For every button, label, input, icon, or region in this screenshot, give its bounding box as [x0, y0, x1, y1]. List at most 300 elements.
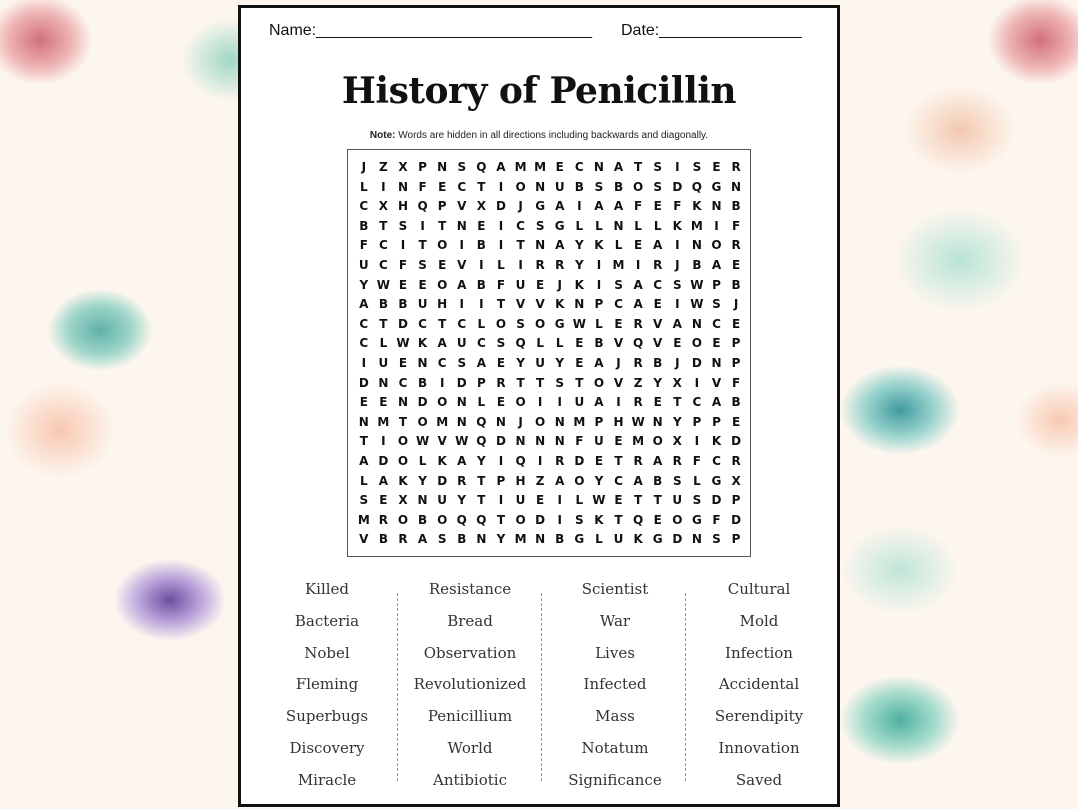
grid-letter: W — [415, 434, 430, 449]
grid-letter: K — [594, 512, 604, 527]
grid-letter: D — [495, 199, 506, 214]
word-list-item: Lives — [595, 643, 635, 662]
grid-letter: S — [575, 512, 584, 527]
grid-letter: A — [555, 473, 565, 488]
grid-letter: B — [653, 473, 663, 488]
grid-letter: M — [690, 218, 703, 233]
grid-letter: G — [652, 532, 663, 547]
word-list-item: Innovation — [718, 738, 800, 757]
grid-letter: N — [691, 316, 702, 331]
grid-letter: Z — [535, 473, 545, 488]
grid-letter: J — [518, 199, 523, 214]
grid-letter: E — [653, 395, 662, 410]
grid-letter: Y — [359, 277, 369, 292]
word-list-item: Notatum — [581, 738, 649, 757]
word-list-column — [257, 578, 397, 801]
grid-letter: P — [731, 532, 741, 547]
grid-letter: N — [711, 199, 722, 214]
grid-letter: H — [437, 297, 448, 312]
grid-letter: Q — [633, 336, 644, 351]
grid-letter: W — [631, 414, 645, 429]
grid-letter: O — [633, 179, 644, 194]
grid-row — [354, 413, 746, 433]
grid-letter: O — [397, 512, 409, 527]
grid-letter: P — [731, 356, 741, 370]
grid-letter: I — [381, 434, 386, 449]
grid-letter: Y — [477, 454, 486, 468]
grid-letter: C — [457, 179, 467, 194]
grid-letter: P — [437, 199, 447, 214]
grid-letter: X — [731, 473, 741, 488]
grid-letter: C — [378, 238, 388, 253]
grid-letter: M — [612, 258, 625, 272]
grid-letter: H — [397, 199, 408, 214]
grid-letter: N — [535, 532, 546, 547]
grid-letter: T — [516, 238, 525, 253]
grid-letter: W — [690, 297, 704, 312]
grid-letter: V — [613, 375, 624, 390]
grid-letter: Y — [574, 238, 584, 253]
grid-letter: N — [456, 414, 467, 429]
grid-letter: Y — [594, 473, 604, 488]
grid-letter: F — [692, 454, 701, 468]
word-list-item: Revolutionized — [413, 675, 527, 694]
grid-letter: R — [555, 454, 565, 468]
grid-letter: B — [476, 238, 486, 253]
grid-letter: I — [675, 238, 680, 253]
instructions-note — [241, 130, 837, 141]
grid-letter: L — [693, 473, 701, 488]
word-search-grid — [347, 149, 751, 557]
grid-letter: U — [515, 493, 526, 508]
grid-letter: S — [712, 297, 721, 312]
grid-letter: L — [634, 218, 642, 233]
grid-letter: M — [632, 434, 645, 449]
date-field-label: Date:________________ — [621, 22, 802, 39]
grid-letter: C — [614, 297, 623, 312]
grid-letter: P — [594, 297, 604, 312]
grid-letter: S — [437, 532, 447, 547]
grid-letter: T — [496, 512, 506, 527]
grid-letter: N — [476, 532, 487, 547]
grid-letter: P — [476, 375, 486, 390]
grid-letter: D — [358, 375, 369, 390]
grid-letter: E — [438, 258, 447, 272]
grid-letter: A — [633, 277, 643, 292]
grid-letter: P — [731, 493, 741, 508]
grid-letter: Y — [653, 375, 663, 390]
grid-letter: J — [616, 356, 621, 370]
grid-letter: R — [555, 258, 565, 272]
grid-letter: L — [575, 218, 584, 233]
grid-letter: B — [613, 179, 624, 194]
grid-letter: Q — [417, 199, 428, 214]
grid-letter: I — [596, 277, 602, 292]
grid-letter: K — [633, 532, 643, 547]
grid-letter: E — [653, 297, 662, 312]
grid-letter: L — [477, 395, 486, 410]
grid-letter: V — [653, 336, 663, 351]
grid-letter: J — [518, 414, 523, 429]
grid-letter: R — [731, 454, 741, 468]
grid-letter: N — [554, 434, 565, 449]
grid-letter: F — [731, 375, 741, 390]
name-field-label: Name:_______________________________ — [269, 22, 592, 39]
grid-letter: I — [498, 454, 504, 468]
grid-letter: V — [457, 199, 467, 214]
grid-letter: I — [498, 493, 504, 508]
grid-letter: E — [712, 336, 721, 351]
grid-letter: O — [691, 336, 702, 351]
grid-letter: D — [691, 356, 702, 370]
grid-letter: C — [359, 336, 369, 351]
grid-letter: G — [554, 316, 565, 331]
grid-letter: O — [397, 434, 409, 449]
grid-letter: N — [515, 434, 526, 449]
grid-letter: Y — [496, 532, 506, 547]
word-list-item: Miracle — [297, 770, 357, 789]
grid-letter: R — [457, 473, 467, 488]
grid-letter: C — [712, 316, 721, 331]
grid-letter: B — [378, 297, 388, 312]
grid-letter: O — [495, 316, 507, 331]
grid-letter: B — [555, 532, 565, 547]
grid-letter: T — [614, 454, 623, 468]
grid-letter: G — [554, 218, 565, 233]
grid-letter: E — [731, 316, 741, 331]
grid-letter: T — [536, 375, 545, 390]
grid-letter: Y — [672, 414, 682, 429]
grid-letter: O — [437, 395, 448, 410]
word-list-item: Observation — [423, 643, 517, 662]
grid-letter: S — [672, 473, 682, 488]
word-list-column — [545, 578, 685, 801]
grid-letter: A — [594, 199, 604, 214]
grid-letter: U — [515, 277, 526, 292]
grid-letter: X — [672, 375, 682, 390]
grid-letter: L — [536, 336, 544, 351]
grid-letter: I — [381, 179, 386, 194]
grid-letter: S — [594, 179, 604, 194]
grid-letter: D — [731, 512, 742, 527]
grid-letter: C — [476, 336, 486, 351]
grid-letter: I — [459, 297, 464, 312]
grid-letter: E — [438, 179, 447, 194]
grid-letter: J — [361, 160, 367, 174]
grid-letter: M — [436, 414, 449, 429]
grid-letter: I — [557, 512, 562, 527]
grid-letter: A — [378, 473, 389, 488]
grid-letter: O — [535, 316, 546, 331]
grid-letter: N — [691, 532, 702, 547]
grid-letter: A — [711, 395, 722, 410]
grid-letter: Z — [633, 375, 643, 390]
grid-letter: M — [357, 512, 370, 527]
grid-letter: P — [731, 336, 741, 351]
grid-letter: A — [417, 532, 428, 547]
grid-letter: S — [457, 356, 467, 370]
grid-letter: A — [613, 199, 624, 214]
column-divider — [685, 593, 686, 781]
column-divider — [541, 593, 542, 781]
grid-letter: S — [457, 160, 467, 174]
grid-letter: V — [437, 434, 447, 449]
grid-letter: E — [418, 277, 427, 292]
grid-letter: I — [694, 434, 700, 449]
grid-letter: P — [594, 414, 604, 429]
grid-letter: D — [672, 179, 683, 194]
grid-letter: S — [535, 218, 545, 233]
grid-letter: F — [673, 199, 682, 214]
grid-letter: A — [613, 160, 624, 174]
grid-letter: T — [438, 218, 447, 233]
grid-letter: R — [496, 375, 506, 390]
grid-letter: L — [379, 336, 388, 351]
grid-letter: B — [731, 277, 741, 292]
grid-letter: U — [358, 258, 369, 272]
grid-letter: N — [456, 218, 467, 233]
grid-letter: E — [634, 238, 643, 253]
grid-letter: T — [634, 160, 643, 174]
grid-letter: E — [614, 434, 623, 449]
grid-letter: P — [712, 414, 721, 429]
grid-letter: Q — [515, 454, 526, 468]
grid-letter: L — [555, 336, 564, 351]
grid-letter: X — [378, 199, 389, 214]
column-divider — [397, 593, 398, 781]
grid-letter: E — [536, 277, 545, 292]
grid-letter: O — [437, 238, 448, 253]
grid-letter: N — [711, 356, 722, 370]
grid-letter: X — [476, 199, 486, 214]
grid-letter: E — [359, 395, 368, 410]
grid-letter: E — [379, 493, 388, 508]
grid-row — [354, 374, 746, 394]
grid-letter: O — [437, 277, 448, 292]
grid-letter: R — [535, 258, 545, 272]
grid-row — [354, 511, 746, 531]
word-list-item: Significance — [568, 770, 662, 789]
grid-letter: U — [417, 297, 428, 312]
grid-letter: K — [398, 473, 408, 488]
grid-letter: S — [516, 316, 525, 331]
grid-letter: A — [672, 316, 682, 331]
grid-letter: O — [515, 512, 526, 527]
grid-letter: K — [692, 199, 702, 214]
grid-letter: T — [634, 493, 643, 508]
grid-letter: F — [575, 434, 584, 449]
grid-letter: C — [516, 218, 525, 233]
word-list-item: World — [447, 738, 493, 757]
grid-letter: Q — [456, 512, 467, 527]
grid-letter: W — [396, 336, 410, 351]
grid-letter: K — [574, 277, 584, 292]
grid-letter: O — [672, 512, 683, 527]
grid-letter: I — [675, 297, 680, 312]
grid-letter: Q — [515, 336, 526, 351]
grid-letter: E — [653, 199, 662, 214]
grid-letter: I — [596, 258, 602, 272]
grid-letter: N — [378, 375, 389, 390]
grid-row — [354, 354, 746, 374]
grid-letter: H — [613, 414, 624, 429]
grid-letter: L — [595, 218, 603, 233]
grid-letter: N — [397, 179, 408, 194]
grid-letter: A — [555, 238, 565, 253]
grid-letter: I — [537, 395, 543, 410]
grid-letter: A — [457, 277, 467, 292]
grid-letter: C — [359, 199, 369, 214]
grid-letter: V — [359, 532, 369, 547]
grid-letter: F — [418, 179, 427, 194]
grid-letter: S — [653, 179, 663, 194]
grid-letter: V — [535, 297, 545, 312]
grid-letter: I — [577, 199, 582, 214]
grid-letter: N — [574, 297, 585, 312]
grid-letter: U — [613, 532, 624, 547]
grid-row — [354, 236, 746, 256]
grid-letter: D — [495, 434, 506, 449]
word-list-column — [689, 578, 829, 801]
grid-letter: R — [653, 258, 663, 272]
grid-letter: G — [535, 199, 546, 214]
grid-letter: E — [594, 454, 604, 468]
grid-letter: M — [514, 160, 527, 174]
grid-letter: A — [653, 238, 663, 253]
grid-letter: A — [711, 258, 722, 272]
grid-letter: P — [692, 414, 702, 429]
grid-letter: S — [614, 277, 623, 292]
grid-letter: O — [515, 395, 526, 410]
grid-letter: M — [377, 414, 390, 429]
grid-letter: R — [633, 395, 643, 410]
grid-letter: C — [378, 258, 388, 272]
grid-letter: N — [731, 179, 742, 194]
grid-letter: E — [614, 316, 623, 331]
grid-letter: B — [418, 375, 428, 390]
grid-letter: B — [594, 336, 604, 351]
grid-letter: N — [397, 395, 408, 410]
grid-row — [354, 295, 746, 315]
grid-letter: E — [731, 258, 741, 272]
grid-letter: T — [496, 297, 506, 312]
grid-letter: E — [653, 512, 662, 527]
word-list-item: Discovery — [289, 738, 365, 757]
grid-letter: S — [712, 532, 721, 547]
grid-letter: O — [593, 375, 605, 390]
grid-letter: N — [456, 395, 467, 410]
grid-letter: V — [653, 316, 663, 331]
grid-letter: S — [672, 277, 682, 292]
grid-letter: A — [633, 473, 643, 488]
grid-letter: I — [557, 395, 562, 410]
grid-letter: E — [712, 160, 721, 174]
grid-row — [354, 217, 746, 237]
grid-letter: F — [731, 218, 741, 233]
grid-letter: F — [496, 277, 506, 292]
grid-letter: M — [514, 532, 527, 547]
grid-letter: E — [614, 493, 623, 508]
grid-letter: T — [477, 473, 486, 488]
grid-letter: X — [398, 493, 408, 508]
grid-letter: S — [496, 336, 506, 351]
grid-letter: I — [714, 218, 719, 233]
grid-letter: Q — [476, 434, 487, 449]
grid-letter: G — [711, 179, 722, 194]
grid-letter: R — [672, 454, 682, 468]
word-list-item: Accidental — [718, 675, 800, 694]
grid-letter: N — [437, 160, 448, 174]
word-list-item: Infection — [725, 643, 793, 662]
grid-letter: I — [537, 454, 543, 468]
grid-letter: I — [479, 258, 484, 272]
grid-letter: V — [515, 297, 526, 312]
grid-letter: E — [477, 218, 486, 233]
grid-letter: N — [417, 356, 428, 370]
grid-row — [354, 334, 746, 354]
grid-letter: N — [593, 160, 604, 174]
grid-letter: E — [673, 336, 682, 351]
grid-letter: D — [731, 434, 742, 449]
grid-letter: Q — [476, 160, 487, 174]
grid-letter: B — [476, 277, 486, 292]
grid-letter: D — [437, 473, 448, 488]
word-list-column — [400, 578, 540, 801]
grid-letter: G — [691, 512, 702, 527]
grid-letter: D — [535, 512, 546, 527]
grid-letter: C — [574, 160, 584, 174]
grid-letter: R — [731, 160, 741, 174]
grid-letter: A — [594, 356, 604, 370]
grid-letter: Q — [633, 512, 644, 527]
grid-letter: I — [616, 395, 621, 410]
grid-letter: T — [438, 316, 447, 331]
grid-letter: T — [359, 434, 368, 449]
grid-letter: B — [574, 179, 584, 194]
grid-row — [354, 178, 746, 198]
grid-letter: I — [498, 238, 504, 253]
grid-letter: B — [359, 218, 369, 233]
grid-letter: L — [477, 316, 486, 331]
grid-letter: O — [515, 179, 526, 194]
grid-letter: E — [575, 356, 584, 370]
grid-letter: A — [457, 454, 467, 468]
grid-letter: D — [456, 375, 467, 390]
grid-letter: I — [420, 218, 425, 233]
grid-letter: U — [535, 356, 546, 370]
grid-letter: N — [535, 238, 546, 253]
grid-letter: S — [692, 160, 702, 174]
grid-letter: D — [711, 493, 722, 508]
grid-letter: A — [437, 336, 447, 351]
grid-letter: L — [359, 179, 368, 194]
grid-letter: T — [516, 375, 525, 390]
word-list-item: Serendipity — [714, 707, 804, 726]
grid-letter: I — [361, 356, 367, 370]
word-list-item: Fleming — [295, 675, 359, 694]
grid-letter: E — [398, 277, 408, 292]
grid-letter: W — [592, 493, 606, 508]
grid-letter: I — [518, 258, 523, 272]
grid-letter: N — [554, 414, 565, 429]
grid-letter: L — [614, 238, 623, 253]
grid-letter: L — [595, 532, 603, 547]
grid-letter: T — [673, 395, 682, 410]
grid-letter: B — [457, 532, 467, 547]
grid-letter: J — [733, 297, 739, 312]
word-list-item: Bread — [447, 611, 493, 630]
grid-letter: I — [675, 160, 680, 174]
